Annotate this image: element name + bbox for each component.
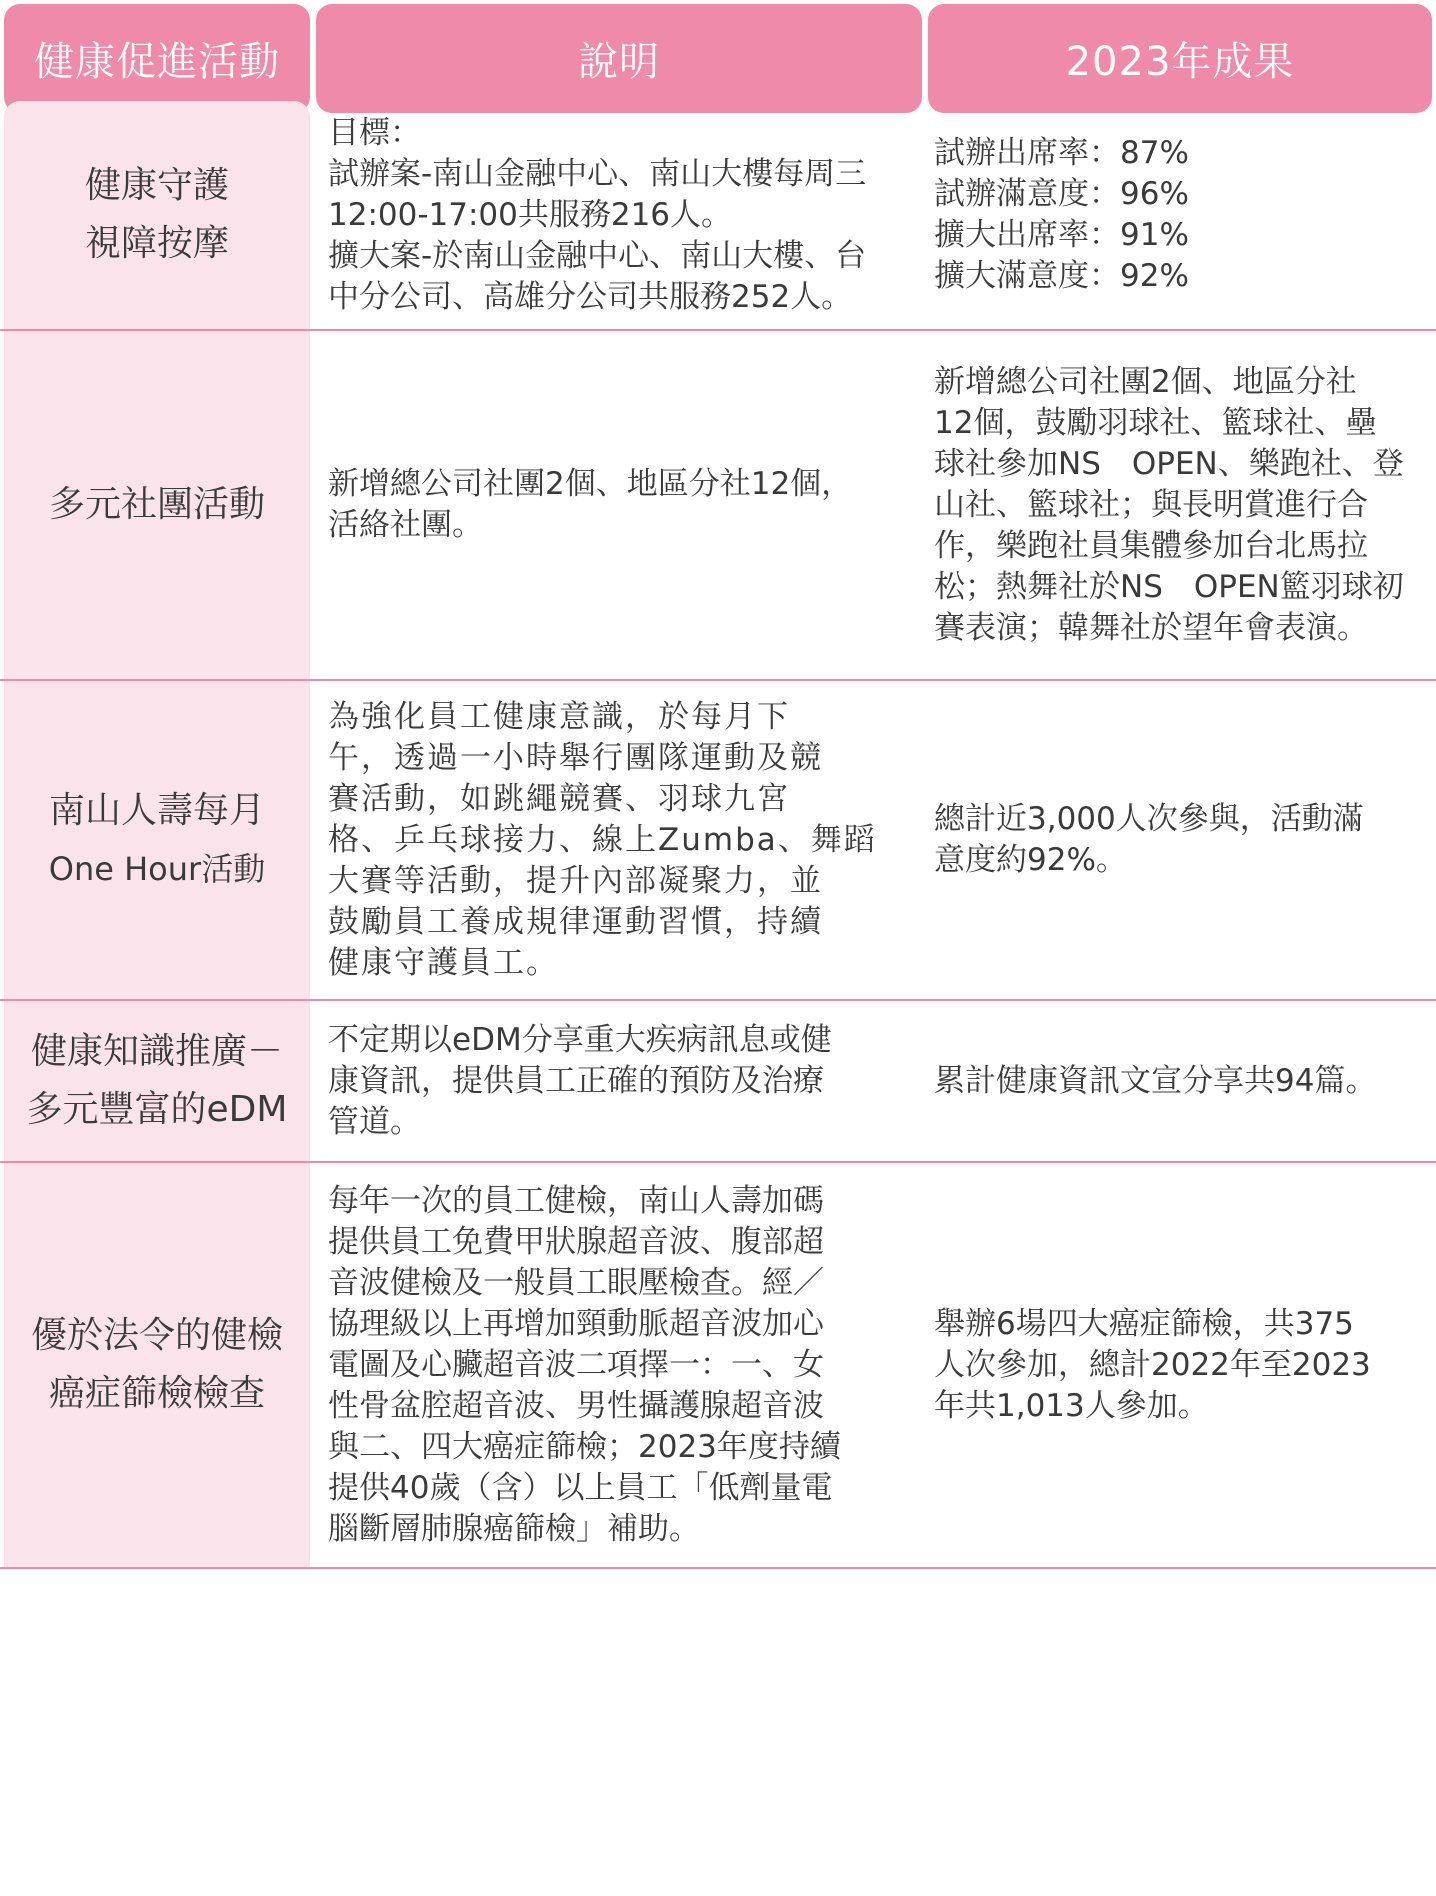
result-cell xyxy=(934,331,1432,679)
description-line: 提供40歲（含）以上員工「低劑量電 xyxy=(328,1469,833,1506)
description-line: 為強化員工健康意識，於每月下 xyxy=(328,698,790,735)
activity-cell xyxy=(4,1163,310,1567)
description-line: 音波健檢及一般員工眼壓檢查。經／ xyxy=(328,1264,824,1301)
activity-cell xyxy=(4,681,310,999)
description-line: 格、乒乓球接力、線上Zumba、舞蹈 xyxy=(328,821,877,858)
description-cell xyxy=(328,101,920,329)
description-line: 新增總公司社團2個、地區分社12個， xyxy=(328,466,853,502)
description-line: 賽活動，如跳繩競賽、羽球九宮 xyxy=(328,780,790,817)
result-line: 山社、籃球社；與長明賞進行合 xyxy=(934,486,1368,523)
description-cell xyxy=(328,1163,920,1567)
description-line: 康資訊，提供員工正確的預防及治療 xyxy=(328,1062,824,1099)
activity-line: 健康知識推廣－ xyxy=(30,1031,283,1072)
description-cell xyxy=(328,331,920,679)
header-description: 說明 xyxy=(316,4,922,113)
activity-line: 多元社團活動 xyxy=(48,484,265,525)
description-line: 目標： xyxy=(328,114,421,151)
result-line: 試辦滿意度：96% xyxy=(934,176,1189,212)
activity-cell xyxy=(4,331,310,679)
result-cell xyxy=(934,1001,1432,1161)
result-cell xyxy=(934,101,1432,329)
table-row xyxy=(0,1001,1436,1163)
activity-line: One Hour活動 xyxy=(48,850,266,888)
description-cell xyxy=(328,681,920,999)
description-cell xyxy=(328,1001,920,1161)
result-line: 擴大滿意度：92% xyxy=(934,258,1189,294)
table-row xyxy=(0,681,1436,1001)
description-line: 活絡社團。 xyxy=(328,507,483,543)
activity-line: 優於法令的健檢 xyxy=(30,1315,283,1356)
table-row xyxy=(0,331,1436,681)
description-line: 健康守護員工。 xyxy=(328,944,559,981)
activity-cell xyxy=(4,101,310,329)
result-line: 作，樂跑社員集體參加台北馬拉 xyxy=(934,527,1368,564)
table-row xyxy=(0,101,1436,331)
result-line: 人次參加，總計2022年至2023 xyxy=(934,1346,1371,1383)
activity-line: 視障按摩 xyxy=(84,223,229,264)
result-line: 總計近3,000人次參與，活動滿 xyxy=(934,801,1364,837)
table-row xyxy=(0,1163,1436,1569)
description-line: 提供員工免費甲狀腺超音波、腹部超 xyxy=(328,1223,824,1260)
description-line: 管道。 xyxy=(328,1103,421,1140)
description-line: 大賽等活動，提升內部凝聚力，並 xyxy=(328,862,823,899)
result-cell xyxy=(934,1163,1432,1567)
result-line: 擴大出席率：91% xyxy=(934,217,1189,253)
result-cell xyxy=(934,681,1432,999)
result-line: 新增總公司社團2個、地區分社 xyxy=(934,363,1357,400)
description-line: 試辦案-南山金融中心、南山大樓每周三 xyxy=(328,155,867,192)
description-line: 與二、四大癌症篩檢；2023年度持續 xyxy=(328,1428,841,1465)
result-line: 賽表演；韓舞社於望年會表演。 xyxy=(934,609,1368,646)
result-line: 意度約92%。 xyxy=(934,842,1127,878)
description-line: 擴大案-於南山金融中心、南山大樓、台 xyxy=(328,237,867,274)
result-line: 試辦出席率：87% xyxy=(934,135,1189,171)
activity-cell xyxy=(4,1001,310,1161)
description-line: 腦斷層肺腺癌篩檢」補助。 xyxy=(328,1510,700,1547)
description-line: 性骨盆腔超音波、男性攝護腺超音波 xyxy=(328,1387,824,1424)
description-line: 午，透過一小時舉行團隊運動及競 xyxy=(328,739,823,776)
description-line: 12:00-17:00共服務216人。 xyxy=(328,196,733,233)
description-line: 電圖及心臟超音波二項擇一：一、女 xyxy=(328,1346,824,1383)
result-line: 舉辦6場四大癌症篩檢，共375 xyxy=(934,1305,1354,1342)
header-result: 2023年成果 xyxy=(928,4,1432,113)
result-line: 球社參加NS OPEN、樂跑社、登 xyxy=(934,445,1404,482)
result-line: 松；熱舞社於NS OPEN籃羽球初 xyxy=(934,568,1404,605)
description-line: 鼓勵員工養成規律運動習慣，持續 xyxy=(328,903,823,940)
description-line: 每年一次的員工健檢，南山人壽加碼 xyxy=(328,1182,824,1219)
header-activity: 健康促進活動 xyxy=(4,4,310,113)
activity-line: 健康守護 xyxy=(84,165,229,206)
description-line: 協理級以上再增加頸動脈超音波加心 xyxy=(328,1305,824,1342)
result-line: 累計健康資訊文宣分享共94篇。 xyxy=(934,1062,1377,1099)
result-line: 年共1,013人參加。 xyxy=(934,1387,1209,1424)
result-line: 12個，鼓勵羽球社、籃球社、壘 xyxy=(934,404,1377,441)
activity-line: 南山人壽每月 xyxy=(48,790,265,831)
description-line: 中分公司、高雄分公司共服務252人。 xyxy=(328,278,853,315)
activity-line: 多元豐富的eDM xyxy=(26,1089,288,1130)
activity-line: 癌症篩檢檢查 xyxy=(48,1373,265,1414)
description-line: 不定期以eDM分享重大疾病訊息或健 xyxy=(328,1021,832,1058)
